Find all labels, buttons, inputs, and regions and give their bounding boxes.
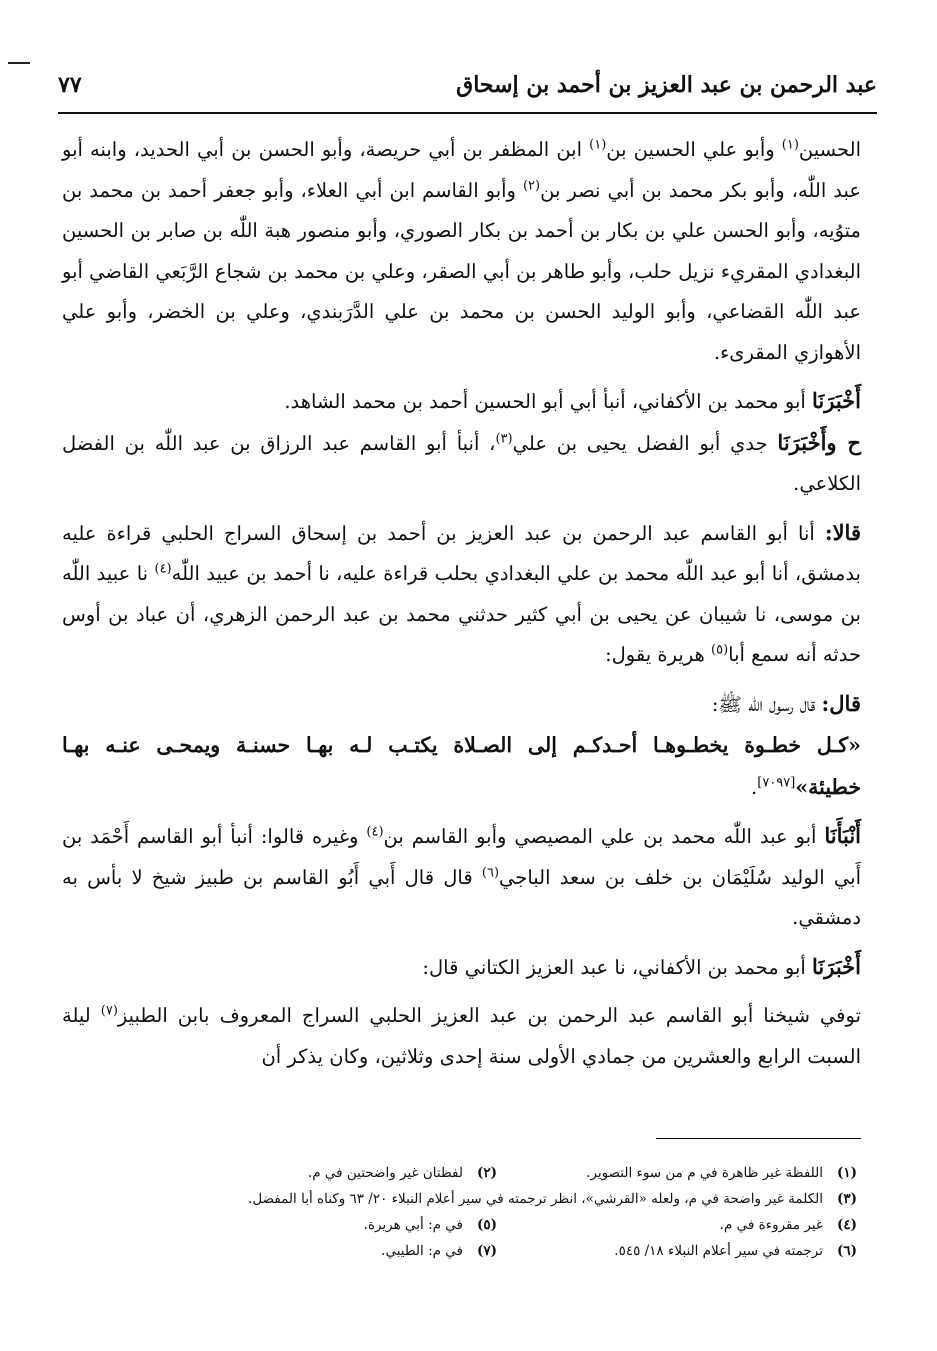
chain-keyword: أَخْبَرَنَا xyxy=(812,388,861,413)
footnote-ref: (٢) xyxy=(522,178,541,193)
text-run: وغيره قالوا: أنبأ أبو القاسم أَحْمَد بن أَبي الوليد سُلَيْمَان بن خلف بن سعد الباجي xyxy=(62,825,861,889)
footnote xyxy=(137,1160,497,1186)
hadith-text: «كـل خطـوة يخطـوهـا أحـدكـم إلى الصـلاة يكتـب لـه بهـا حسنـة ويمحـى عنـه بهـا خطيئة» xyxy=(62,733,861,799)
footnote xyxy=(497,1212,857,1238)
footnote-ref: (١) xyxy=(781,137,799,153)
footnote-row xyxy=(96,1238,857,1264)
header-rule xyxy=(58,112,877,114)
chain-keyword: ح وأَخْبَرَنَا xyxy=(777,429,861,455)
paragraph-akhbarana-1 xyxy=(62,381,861,423)
paragraph-death-date xyxy=(62,996,861,1077)
page-header xyxy=(58,70,877,108)
footnote-text: اللفظة غير ظاهرة في م من سوء التصوير. xyxy=(586,1165,823,1181)
page-number: ٧٧ xyxy=(58,72,82,98)
text-run: توفي شيخنا أبو القاسم عبد الرحمن بن عبد العزيز الحلبي السراج المعروف بابن الطبيز xyxy=(117,1004,862,1027)
text-run: . xyxy=(751,775,758,799)
text-run: نا عبيد اللّٰه بن موسى، نا شيبان عن يحيى بن أبي كثير حدثني محمد بن عبد الرحمن الزهري، أن عباد بن أوس حدثه أنه سمع أبا xyxy=(62,562,861,666)
text-run: ابن المظفر بن أبي حريصة، وأبو الحسن بن أبي الحديد، وابنه أبو عبد اللّٰه، وأبو بكر محمد بن أبي نصر بن xyxy=(62,138,861,202)
scan-edge-mark xyxy=(8,62,30,64)
footnote-number: (٥) xyxy=(476,1217,497,1233)
text-run: جدي أبو الفضل يحيى بن علي xyxy=(512,431,778,455)
text-run: قال قال أَبي أَبُو القاسم بن طبيز شيخ لا بأس به دمشقي. xyxy=(62,865,861,929)
footnote xyxy=(137,1238,497,1264)
text-run: الحسين xyxy=(798,138,861,161)
hadith-number: [٧٠٩٧] xyxy=(757,775,796,790)
footnote-number: (٧) xyxy=(476,1243,497,1259)
footnote-number: (٤) xyxy=(836,1217,857,1233)
text-run: هريرة يقول: xyxy=(605,643,712,666)
footnote-rule xyxy=(656,1138,861,1139)
running-title: عبد الرحمن بن عبد العزيز بن أحمد بن إسحاق xyxy=(456,72,877,98)
footnote-row xyxy=(96,1212,857,1238)
footnote-ref: (٦) xyxy=(481,865,500,880)
paragraph-hadith-text xyxy=(62,725,861,808)
footnote-text: ترجمته في سير أعلام النبلاء ١٨/ ٥٤٥. xyxy=(614,1243,823,1259)
footnote-number: (١) xyxy=(836,1165,857,1181)
text-run: أبو محمد بن الأكفاني، نا عبد العزيز الكتاني قال: xyxy=(422,955,813,979)
footnote-ref: (٤) xyxy=(366,824,384,840)
footnote-row xyxy=(96,1186,857,1212)
text-run: ، أنبأ أبو القاسم عبد الرزاق بن عبد اللّٰه بن الفضل الكلاعي. xyxy=(62,431,861,495)
footnote-number: (٣) xyxy=(836,1191,857,1207)
footnote-ref: (٤) xyxy=(154,561,172,577)
paragraph-qala xyxy=(62,513,861,676)
text-run: وأبو علي الحسين بن xyxy=(606,138,782,161)
footnote-text: لفظتان غير واضحتين في م. xyxy=(307,1165,463,1181)
footnote-text: الكلمة غير واضحة في م، ولعله «القرشي»، انظر ترجمته في سير أعلام النبلاء ٢٠/ ٦٣ وكناه أبا المفضل. xyxy=(248,1191,823,1207)
footnote-text: في م: أبي هريرة. xyxy=(363,1217,463,1233)
footnote xyxy=(497,1238,857,1264)
paragraph-narrators xyxy=(62,130,861,373)
chain-keyword: قال: xyxy=(821,690,861,716)
footnote xyxy=(248,1186,857,1212)
paragraph-akhbarana-3 xyxy=(62,947,861,989)
footnote-row xyxy=(96,1160,857,1186)
text-run: قال رسول اللّٰه ﷺ: xyxy=(711,692,822,716)
text-run: ليلة السبت الرابع والعشرين من جمادي الأولى سنة إحدى وثلاثين، وكان يذكر أن xyxy=(62,1004,861,1068)
text-run: وأبو القاسم ابن أبي العلاء، وأبو جعفر أحمد بن محمد بن متوُيه، وأبو الحسن علي بن بكار بن أحمد بن بكار الصوري، وأبو منصور هبة اللّٰه بن صابر بن الحسين البغدادي المقريء نزيل حلب، وأبو طاهر بن أبي الصقر، وعلي بن محمد بن شجاع الرَّبَعي القاضي أبو عبد اللّٰه القضاعي، وأبو الوليد الحسن بن محمد بن علي الدَّرَبندي، وعلي بن الخضر، وأبو علي الأهوازي المقرىء. xyxy=(62,178,861,364)
text-run: أبو محمد بن الأكفاني، أنبأ أبي أبو الحسين أحمد بن محمد الشاهد. xyxy=(284,390,813,413)
footnote-text: في م: الطيبي. xyxy=(381,1243,463,1259)
footnote-text: غير مقروءة في م. xyxy=(719,1217,823,1233)
paragraph-akhbarana-2 xyxy=(62,423,861,505)
chain-keyword: قالا: xyxy=(824,519,861,545)
footnote-ref: (١) xyxy=(589,137,607,153)
footnote-ref: (٣) xyxy=(495,431,513,446)
footnote-ref: (٧) xyxy=(100,1003,118,1019)
footnote-number: (٢) xyxy=(476,1165,497,1181)
text-run: أبو عبد اللّٰه محمد بن علي المصيصي وأبو القاسم بن xyxy=(383,825,825,848)
main-text xyxy=(62,130,861,1077)
footnote-number: (٦) xyxy=(836,1243,857,1259)
text-run: أنا أبو القاسم عبد الرحمن بن عبد العزيز بن أحمد بن إسحاق السراج الحلبي قراءة عليه بدمشق، أنا أبو عبد اللّٰه محمد بن علي البغدادي بحلب قراءة عليه، نا أحمد بن عبيد اللّٰه xyxy=(62,521,861,585)
footnote xyxy=(497,1160,857,1186)
paragraph-prophet-said xyxy=(62,684,861,726)
paragraph-anbaana xyxy=(62,816,861,939)
footnote xyxy=(137,1212,497,1238)
chain-keyword: أَنْبَأَنَا xyxy=(824,823,862,848)
chain-keyword: أَخْبَرَنَا xyxy=(812,953,861,979)
footnote-ref: (٥) xyxy=(711,642,729,658)
footnotes xyxy=(96,1160,857,1264)
